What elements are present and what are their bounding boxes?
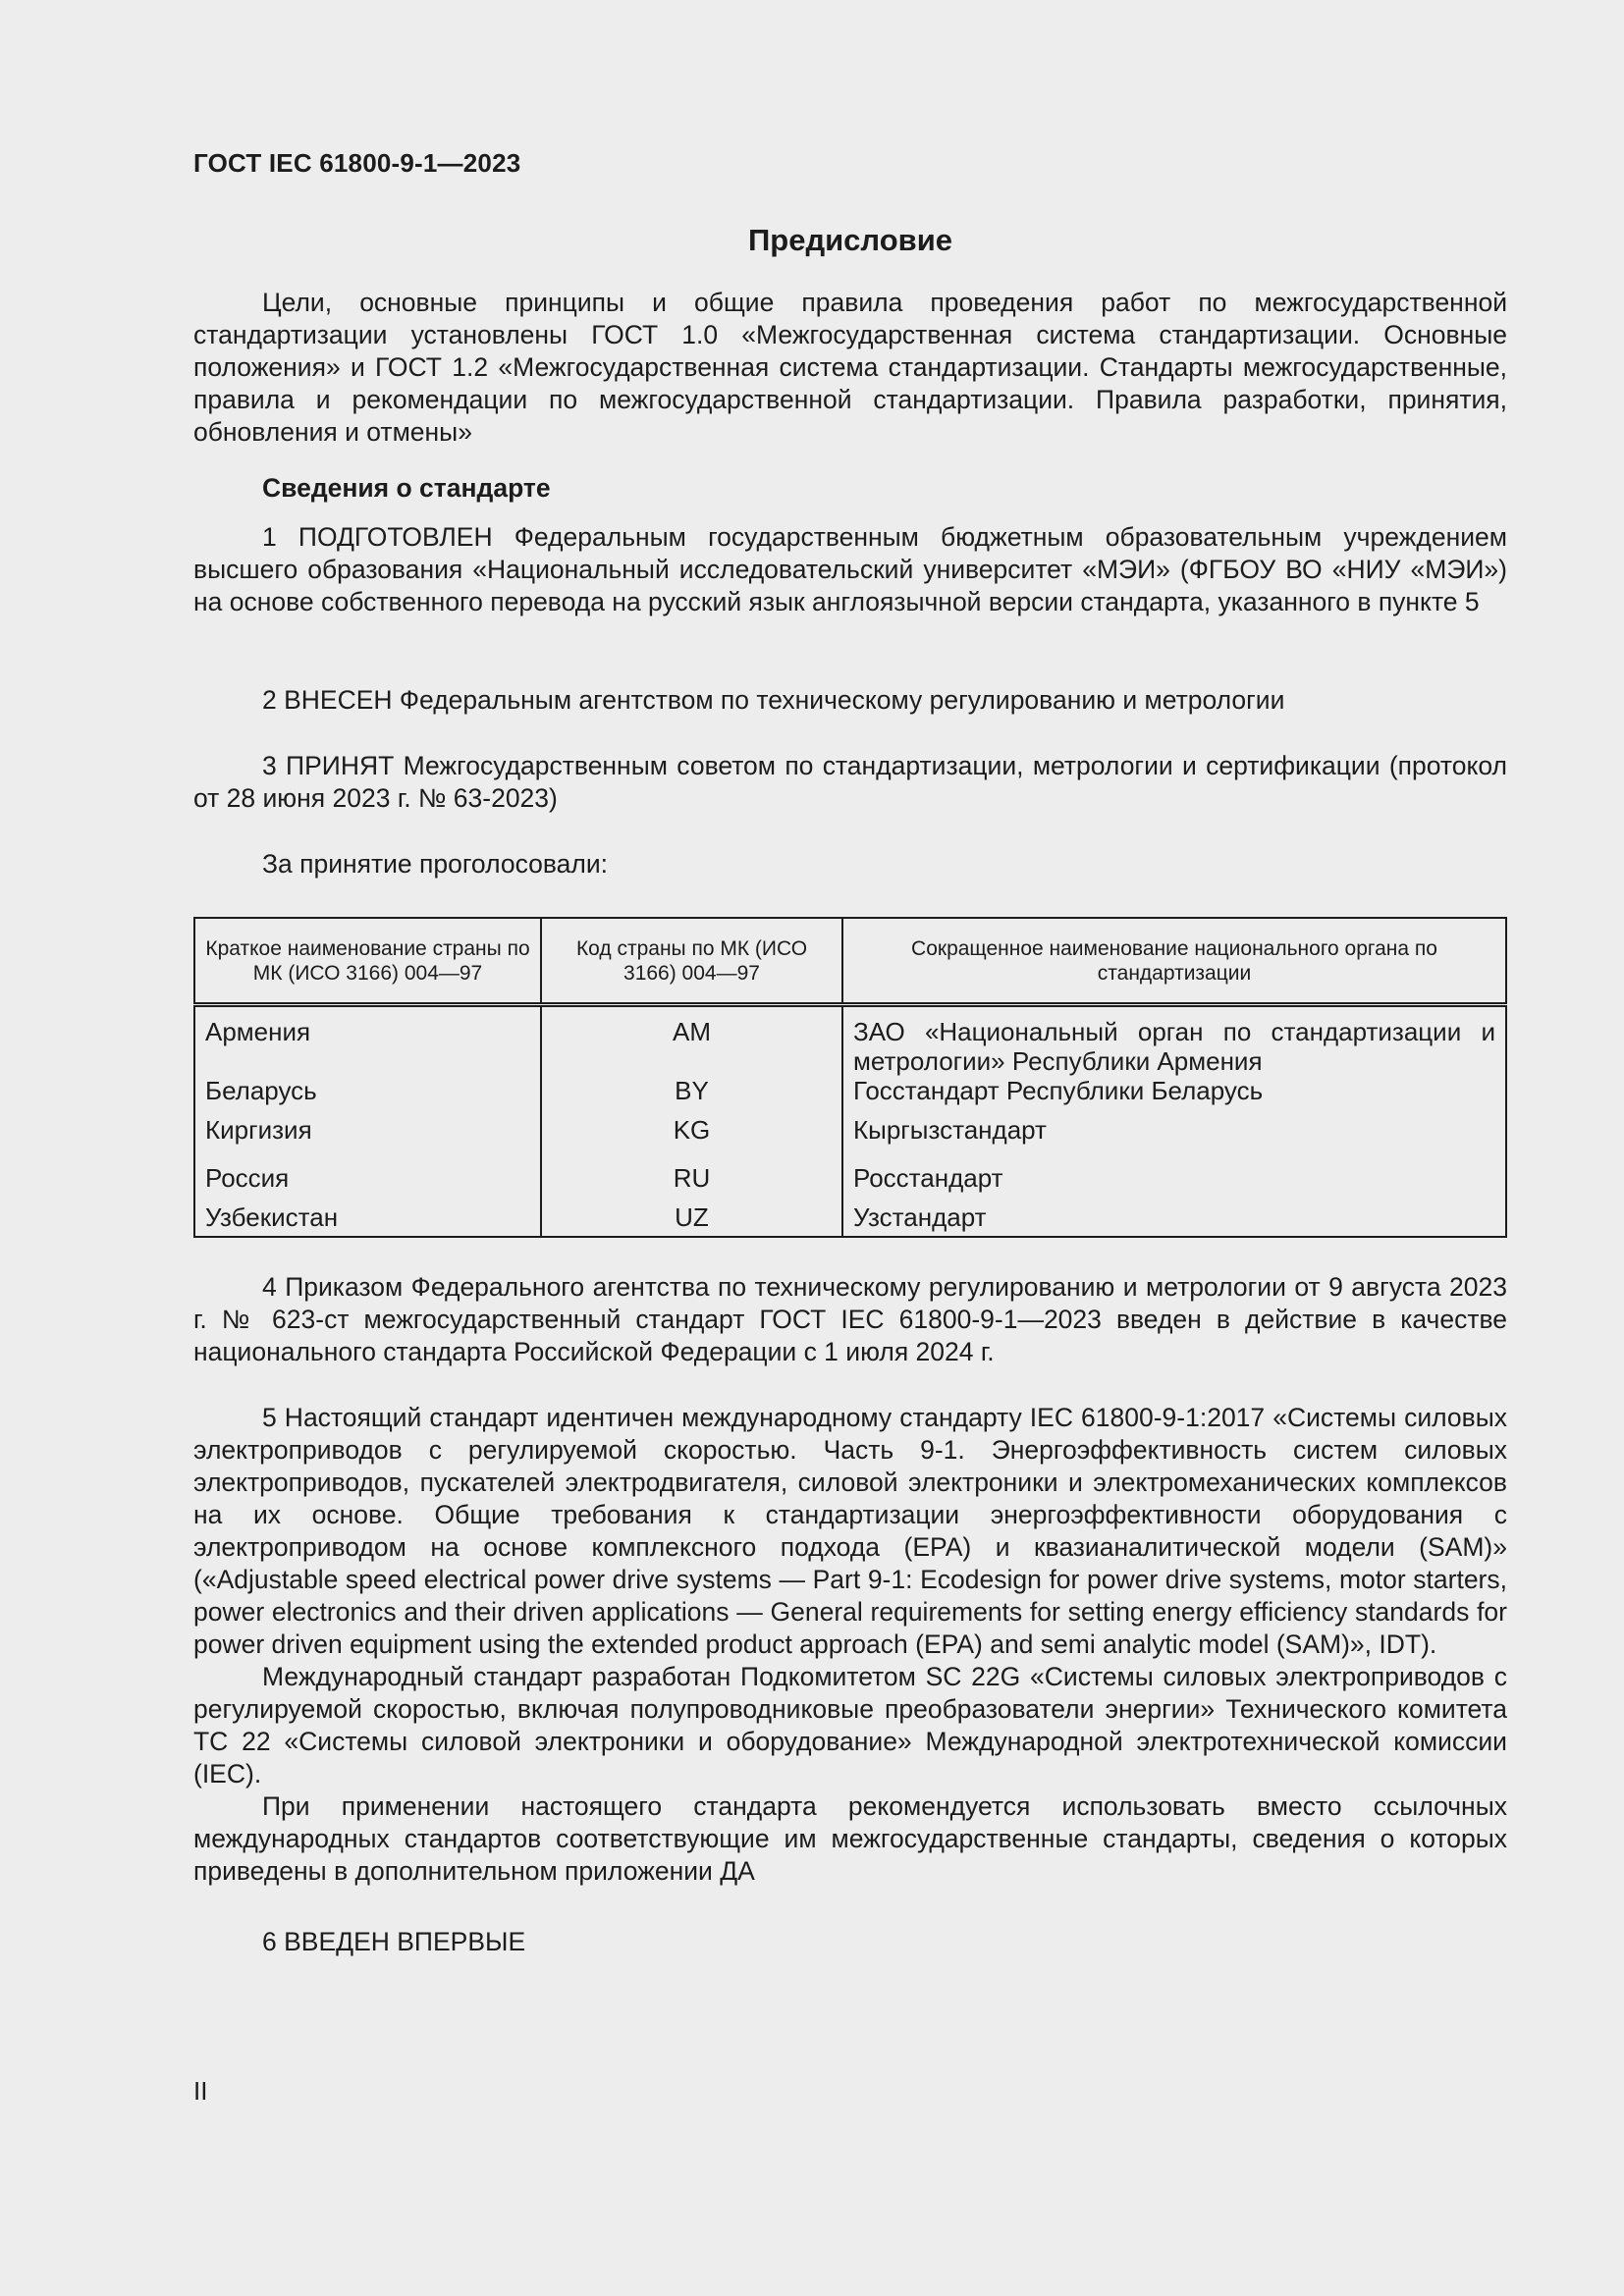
item-5-section [193, 1402, 1507, 1888]
code-cell: UZ [541, 1202, 842, 1237]
code-cell: RU [541, 1163, 842, 1202]
table-row [194, 1202, 1506, 1237]
page-title: Предисловие [747, 223, 952, 257]
item-4-paragraph: 4 Приказом Федерального агентства по техническому регулированию и метрологии от 9 августа 2023 г. № 623-ст межгосударственный стандарт ГОСТ IEC 61800-9-1—2023 введен в действие в качестве национального стандарта Российской Федерации с 1 июля 2024 г. [193, 1272, 1507, 1366]
column-header-national-body: Сокращенное наименование национального органа по стандартизации [842, 918, 1506, 1005]
voted-label: За принятие проголосовали: [262, 849, 609, 879]
voting-countries-table [193, 917, 1507, 1238]
item-2-paragraph: 2 ВНЕСЕН Федеральным агентством по техническому регулированию и метрологии [262, 685, 1285, 715]
country-cell: Киргизия [194, 1115, 541, 1163]
page-number: II [193, 2076, 208, 2106]
code-cell: KG [541, 1115, 842, 1163]
table-row [194, 1115, 1506, 1163]
table-row [194, 1005, 1506, 1077]
item-1-paragraph: 1 ПОДГОТОВЛЕН Федеральным государственным бюджетным образовательным учреждением высшего образования «Национальный исследовательский университет «МЭИ» (ФГБОУ ВО «НИУ «МЭИ») на основе собственного перевода на русский язык англоязычной версии стандарта, указанного в пункте 5 [193, 522, 1507, 616]
national-body-cell: Госстандарт Республики Беларусь [842, 1076, 1506, 1115]
code-cell: BY [541, 1076, 842, 1115]
table-header-row [194, 918, 1506, 1005]
country-cell: Беларусь [194, 1076, 541, 1115]
code-cell: AM [541, 1005, 842, 1077]
national-body-cell: Кыргызстандарт [842, 1115, 1506, 1163]
document-page [193, 0, 1507, 2296]
country-cell: Россия [194, 1163, 541, 1202]
national-body-cell: ЗАО «Национальный орган по стандартизации и метрологии» Республики Армения [842, 1005, 1506, 1077]
item-6-paragraph: 6 ВВЕДЕН ВПЕРВЫЕ [262, 1927, 526, 1956]
table-row [194, 1076, 1506, 1115]
item-5-paragraph: 5 Настоящий стандарт идентичен международному стандарту IEC 61800-9-1:2017 «Системы силовых электроприводов с регулируемой скоростью. Часть 9-1. Энергоэффективность систем силовых электроприводов, пускателей электродвигателя, силовой электроники и электромеханических комплексов на их основе. Общие требования к стандартизации энергоэффективности оборудования с электроприводом на основе комплексного подхода (EPA) и квазианалитической модели (SAM)» («Adjustable speed electrical power drive systems — Part 9-1: Ecodesign for power drive systems, motor starters, power electronics and their driven applications — General requirements for setting energy efficiency standards for power driven equipment using the extended product approach (EPA) and semi analytic model (SAM)», IDT). [193, 1403, 1507, 1659]
column-header-country: Краткое наименование страны по МК (ИСО 3166) 004—97 [194, 918, 541, 1005]
national-body-cell: Росстандарт [842, 1163, 1506, 1202]
about-standard-heading: Сведения о стандарте [262, 473, 551, 503]
intro-paragraph: Цели, основные принципы и общие правила проведения работ по межгосударственной стандартизации установлены ГОСТ 1.0 «Межгосударственная система стандартизации. Основные положения» и ГОСТ 1.2 «Межгосударственная система стандартизации. Стандарты межгосударственные, правила и рекомендации по межгосударственной стандартизации. Правила разработки, принятия, обновления и отмены» [193, 288, 1507, 447]
item-5-committee-paragraph: Международный стандарт разработан Подкомитетом SC 22G «Системы силовых электроприводов с регулируемой скоростью, включая полупроводниковые преобразователи энергии» Технического комитета TC 22 «Системы силовой электроники и оборудование» Международной электротехнической комиссии (IEC). [193, 1662, 1507, 1789]
item-3-paragraph: 3 ПРИНЯТ Межгосударственным советом по стандартизации, метрологии и сертификации (протокол от 28 июня 2023 г. № 63-2023) [193, 751, 1507, 813]
national-body-cell: Узстандарт [842, 1202, 1506, 1237]
item-5-references-paragraph: При применении настоящего стандарта рекомендуется использовать вместо ссылочных международных стандартов соответствующие им межгосударственные стандарты, сведения о которых приведены в дополнительном приложении ДА [193, 1791, 1507, 1886]
column-header-code: Код страны по МК (ИСО 3166) 004—97 [541, 918, 842, 1005]
country-cell: Узбекистан [194, 1202, 541, 1237]
country-cell: Армения [194, 1005, 541, 1077]
table-row [194, 1163, 1506, 1202]
document-code: ГОСТ IEC 61800-9-1—2023 [193, 148, 521, 178]
